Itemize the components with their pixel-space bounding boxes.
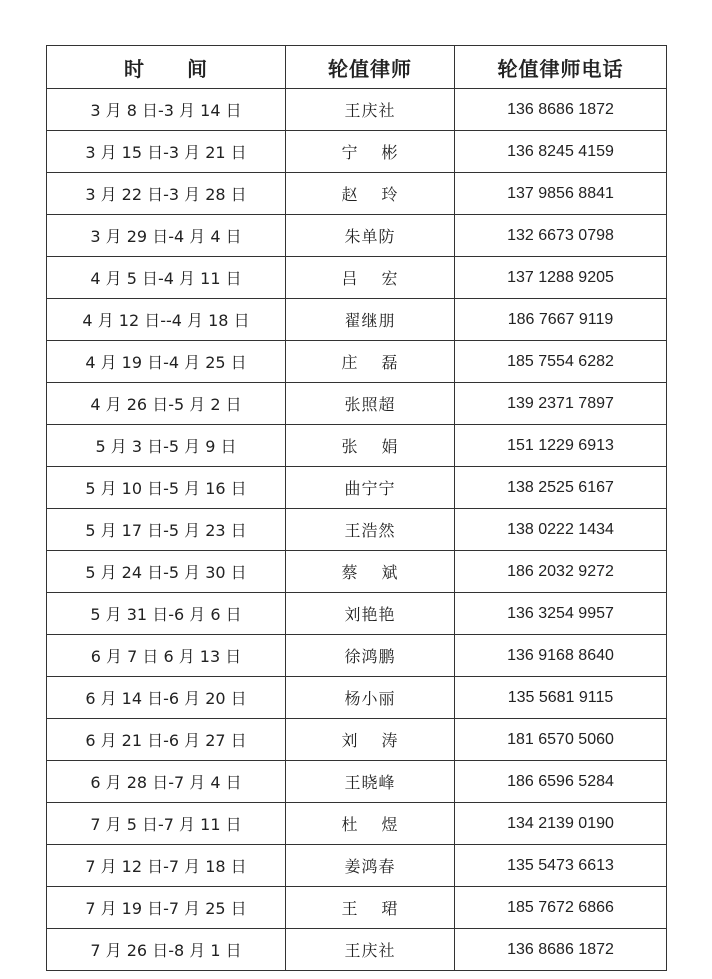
header-period	[47, 46, 286, 89]
table-row	[47, 425, 667, 467]
cell-lawyer-name	[286, 341, 455, 383]
cell-duty-period: 7 月 12 日-7 月 18 日	[47, 845, 286, 887]
table-row	[47, 635, 667, 677]
cell-lawyer-name	[286, 131, 455, 173]
header-phone-label: 轮值律师电话	[497, 56, 624, 81]
cell-phone-number: 186 7667 9119	[455, 299, 667, 341]
lawyer-name-text: 徐鸿鹏	[344, 647, 396, 666]
cell-lawyer-name	[286, 887, 455, 929]
table-row	[47, 593, 667, 635]
table-row	[47, 803, 667, 845]
cell-phone-number: 136 3254 9957	[455, 593, 667, 635]
table-row	[47, 887, 667, 929]
header-lawyer	[286, 46, 455, 89]
cell-duty-period: 3 月 29 日-4 月 4 日	[47, 215, 286, 257]
lawyer-name-text: 宁 彬	[341, 143, 399, 162]
cell-duty-period: 5 月 31 日-6 月 6 日	[47, 593, 286, 635]
cell-phone-number: 139 2371 7897	[455, 383, 667, 425]
cell-duty-period: 5 月 24 日-5 月 30 日	[47, 551, 286, 593]
table-row	[47, 383, 667, 425]
lawyer-name-text: 杜 煜	[341, 815, 399, 834]
cell-duty-period: 6 月 14 日-6 月 20 日	[47, 677, 286, 719]
lawyer-name-text: 王晓峰	[344, 773, 396, 792]
header-row	[47, 46, 667, 89]
header-lawyer-label: 轮值律师	[328, 56, 412, 81]
table-row	[47, 719, 667, 761]
lawyer-name-text: 张 娟	[341, 437, 399, 456]
cell-phone-number: 136 8686 1872	[455, 89, 667, 131]
cell-lawyer-name	[286, 551, 455, 593]
table-row	[47, 761, 667, 803]
lawyer-name-text: 刘艳艳	[344, 605, 396, 624]
lawyer-name-text: 吕 宏	[341, 269, 399, 288]
table-header	[47, 46, 667, 89]
cell-lawyer-name	[286, 299, 455, 341]
table-row	[47, 929, 667, 971]
lawyer-name-text: 刘 涛	[341, 731, 399, 750]
cell-lawyer-name	[286, 509, 455, 551]
lawyer-name-text: 赵 玲	[341, 185, 399, 204]
cell-phone-number: 186 2032 9272	[455, 551, 667, 593]
cell-duty-period: 3 月 8 日-3 月 14 日	[47, 89, 286, 131]
cell-lawyer-name	[286, 383, 455, 425]
cell-phone-number: 132 6673 0798	[455, 215, 667, 257]
lawyer-name-text: 蔡 斌	[341, 563, 399, 582]
table-row	[47, 845, 667, 887]
lawyer-name-text: 曲宁宁	[344, 479, 396, 498]
cell-phone-number: 151 1229 6913	[455, 425, 667, 467]
table-row	[47, 89, 667, 131]
cell-lawyer-name	[286, 635, 455, 677]
lawyer-name-text: 朱单防	[344, 227, 396, 246]
cell-duty-period: 7 月 19 日-7 月 25 日	[47, 887, 286, 929]
lawyer-name-text: 庄 磊	[341, 353, 399, 372]
cell-phone-number: 136 8686 1872	[455, 929, 667, 971]
lawyer-name-text: 翟继朋	[344, 311, 396, 330]
cell-lawyer-name	[286, 89, 455, 131]
cell-duty-period: 7 月 5 日-7 月 11 日	[47, 803, 286, 845]
cell-phone-number: 137 1288 9205	[455, 257, 667, 299]
table-body	[47, 89, 667, 971]
header-period-label: 时 间	[124, 56, 208, 81]
cell-duty-period: 3 月 15 日-3 月 21 日	[47, 131, 286, 173]
cell-duty-period: 4 月 26 日-5 月 2 日	[47, 383, 286, 425]
lawyer-name-text: 杨小丽	[344, 689, 396, 708]
lawyer-name-text: 王浩然	[344, 521, 396, 540]
table-row	[47, 341, 667, 383]
lawyer-name-text: 王 珺	[341, 899, 399, 918]
cell-lawyer-name	[286, 845, 455, 887]
table-row	[47, 551, 667, 593]
cell-lawyer-name	[286, 677, 455, 719]
cell-phone-number: 136 8245 4159	[455, 131, 667, 173]
cell-lawyer-name	[286, 467, 455, 509]
table-row	[47, 173, 667, 215]
cell-lawyer-name	[286, 761, 455, 803]
cell-lawyer-name	[286, 257, 455, 299]
lawyer-name-text: 姜鸿春	[344, 857, 396, 876]
cell-phone-number: 186 6596 5284	[455, 761, 667, 803]
cell-phone-number: 137 9856 8841	[455, 173, 667, 215]
table-row	[47, 131, 667, 173]
cell-duty-period: 6 月 28 日-7 月 4 日	[47, 761, 286, 803]
header-phone	[455, 46, 667, 89]
table-row	[47, 257, 667, 299]
table-row	[47, 509, 667, 551]
cell-duty-period: 6 月 21 日-6 月 27 日	[47, 719, 286, 761]
cell-lawyer-name	[286, 425, 455, 467]
cell-duty-period: 5 月 17 日-5 月 23 日	[47, 509, 286, 551]
cell-phone-number: 181 6570 5060	[455, 719, 667, 761]
cell-lawyer-name	[286, 173, 455, 215]
lawyer-name-text: 张照超	[344, 395, 396, 414]
lawyer-name-text: 王庆社	[344, 941, 396, 960]
table-row	[47, 467, 667, 509]
table-row	[47, 677, 667, 719]
cell-duty-period: 6 月 7 日 6 月 13 日	[47, 635, 286, 677]
cell-phone-number: 185 7554 6282	[455, 341, 667, 383]
cell-phone-number: 185 7672 6866	[455, 887, 667, 929]
cell-phone-number: 134 2139 0190	[455, 803, 667, 845]
cell-lawyer-name	[286, 593, 455, 635]
cell-lawyer-name	[286, 803, 455, 845]
cell-phone-number: 135 5473 6613	[455, 845, 667, 887]
cell-duty-period: 4 月 12 日--4 月 18 日	[47, 299, 286, 341]
cell-lawyer-name	[286, 215, 455, 257]
cell-duty-period: 5 月 3 日-5 月 9 日	[47, 425, 286, 467]
cell-phone-number: 135 5681 9115	[455, 677, 667, 719]
cell-duty-period: 3 月 22 日-3 月 28 日	[47, 173, 286, 215]
cell-phone-number: 138 0222 1434	[455, 509, 667, 551]
lawyer-duty-schedule-table	[46, 45, 667, 971]
cell-duty-period: 7 月 26 日-8 月 1 日	[47, 929, 286, 971]
cell-duty-period: 4 月 5 日-4 月 11 日	[47, 257, 286, 299]
cell-duty-period: 4 月 19 日-4 月 25 日	[47, 341, 286, 383]
lawyer-name-text: 王庆社	[344, 101, 396, 120]
cell-lawyer-name	[286, 929, 455, 971]
cell-lawyer-name	[286, 719, 455, 761]
table-row	[47, 215, 667, 257]
table-row	[47, 299, 667, 341]
cell-duty-period: 5 月 10 日-5 月 16 日	[47, 467, 286, 509]
cell-phone-number: 138 2525 6167	[455, 467, 667, 509]
cell-phone-number: 136 9168 8640	[455, 635, 667, 677]
